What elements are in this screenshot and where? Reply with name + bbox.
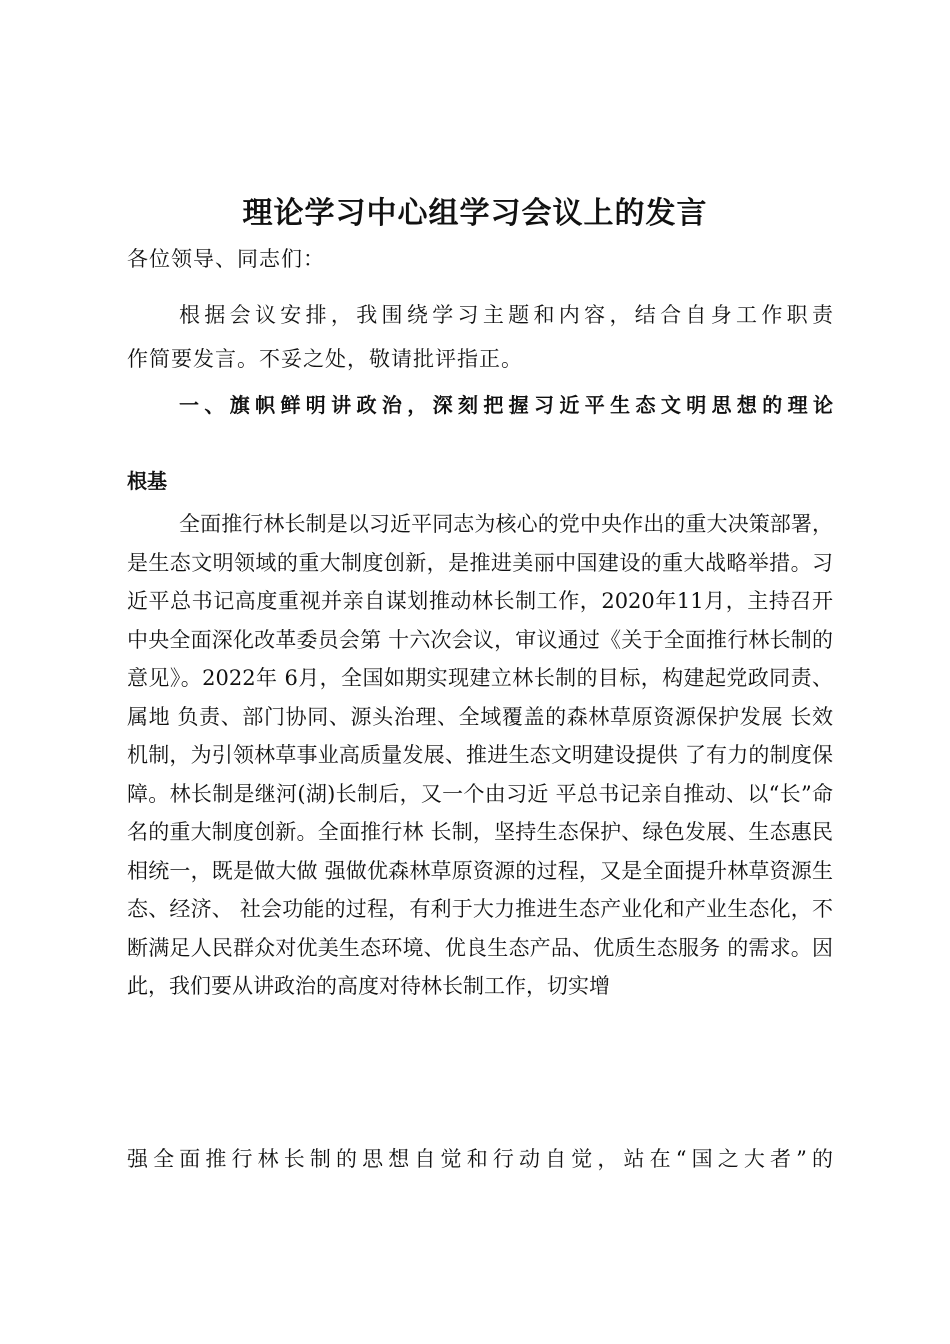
- section-heading-part1: 一、旗帜鲜明讲政治，深刻把握习近平生态文明思想的理论: [179, 393, 833, 417]
- intro-paragraph-line2: 作简要发言。不妥之处，敬请批评指正。: [127, 347, 523, 371]
- document-title: 理论学习中心组学习会议上的发言: [242, 196, 708, 231]
- body-paragraph: 全面推行林长制是以习近平同志为核心的党中央作出的重大决策部署，是生态文明领域的重大制度创新，是推进美丽中国建设的重大战略举措。习近平总书记高度重视并亲自谋划推动林长制工作，2020年11月，主持召开中央全面深化改革委员会第 十六次会议，审议通过《关于全面推行林长制的意见》。2022年 6月，全国如期实现建立林长制的目标，构建起党政同责、属地 负责、部门协同、源头治理、全域覆盖的森林草原资源保护发展 长效机制，为引领林草事业高质量发展、推进生态文明建设提供 了有力的制度保障。林长制是继河(湖)长制后，又一个由习近 平总书记亲自推动、以“长”命名的重大制度创新。全面推行林 长制，坚持生态保护、绿色发展、生态惠民相统一，既是做大做 强做优森林草原资源的过程，又是全面提升林草资源生态、经济、 社会功能的过程，有利于大力推进生态产业化和产业生态化，不 断满足人民群众对优美生态环境、优良生态产品、优质生态服务 的需求。因此，我们要从讲政治的高度对待林长制工作，切实增: [127, 512, 833, 998]
- section-heading-part2: 根基: [127, 469, 167, 493]
- intro-paragraph-line1: 根据会议安排，我围绕学习主题和内容，结合自身工作职责: [179, 303, 833, 327]
- body-paragraph-continuation: 强全面推行林长制的思想自觉和行动自觉，站在“国之大者”的: [127, 1147, 833, 1171]
- section-heading: [127, 388, 833, 498]
- salutation: 各位领导、同志们：: [127, 247, 325, 271]
